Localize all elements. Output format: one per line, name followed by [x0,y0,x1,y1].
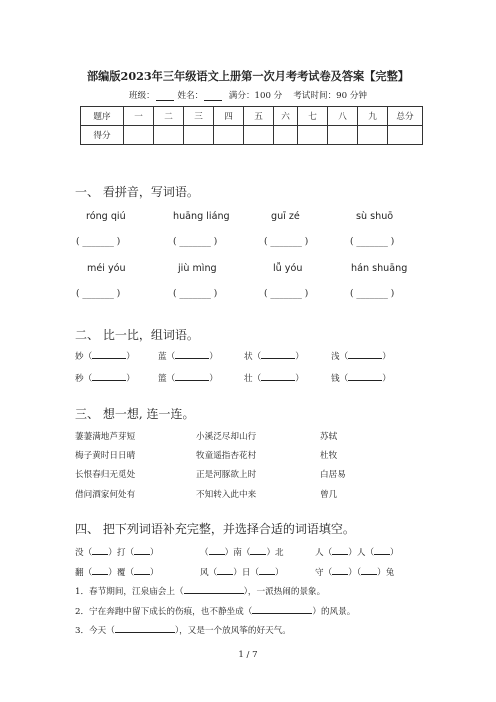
compare-item: 妙（ ） [75,352,135,362]
score-table-score-row [81,126,423,145]
score-table-header-row [81,107,423,126]
score-header-cell: 九 [358,107,388,126]
score-cell[interactable] [124,126,154,145]
score-cell[interactable] [184,126,214,145]
pinyin-item: róng qiú [86,211,126,222]
poet-name[interactable]: 白居易 [320,470,346,480]
poem-line[interactable]: 小溪泛尽却山行 [196,432,257,442]
answer-blank[interactable]: ( _______ ) [76,289,121,299]
name-label: 姓名： [177,91,204,101]
score-header-cell: 四 [214,107,244,126]
pinyin-item: guī zé [271,211,300,222]
compare-item: 篮（ ） [158,374,218,384]
idiom-item: 没（ ）打（ ） [75,548,159,558]
poem-line[interactable]: 正是河豚欲上时 [196,470,257,480]
poet-name[interactable]: 曾几 [320,490,338,500]
answer-blank[interactable]: ( _______ ) [350,237,395,247]
score-cell[interactable] [358,126,388,145]
class-label: 班级： [128,91,155,101]
pinyin-item: huāng liáng [173,211,230,222]
page-number: 1 / 7 [238,650,258,660]
answer-blank[interactable]: ( _______ ) [264,237,309,247]
score-cell[interactable] [154,126,184,145]
poet-name[interactable]: 苏轼 [320,432,338,442]
compare-item: 状（ ） [244,352,304,362]
pinyin-item: méi yóu [87,263,126,274]
score-header-cell: 一 [124,107,154,126]
poem-line[interactable]: 长恨春归无觅处 [75,470,136,480]
score-table [80,106,423,145]
score-cell[interactable] [244,126,274,145]
compare-item: 壮（ ） [244,374,304,384]
score-header-cell: 八 [328,107,358,126]
answer-blank[interactable]: ( _______ ) [76,237,121,247]
student-info-line [0,89,496,101]
compare-item: 钱（ ） [331,374,391,384]
poem-line[interactable]: 梅子黄时日日晴 [75,451,136,461]
fill-in-question: 1．春节期间，江泉庙会上（ ），一派热闹的景象。 [75,587,326,597]
name-blank[interactable] [204,91,222,101]
pinyin-item: lǚ yóu [273,263,303,274]
poem-line[interactable]: 牧童遥指杏花村 [196,451,257,461]
poem-line[interactable]: 不知转入此中来 [196,490,257,500]
compare-item: 秒（ ） [75,374,135,384]
poem-line[interactable]: 萋萋满地芦芽短 [75,432,136,442]
score-header-cell: 三 [184,107,214,126]
fill-blank[interactable] [184,585,244,594]
idiom-item: 翻（ ）覆（ ） [75,568,159,578]
idiom-item: （ ）南（ ）北 [200,548,284,558]
score-header-cell: 五 [244,107,274,126]
score-cell[interactable] [274,126,298,145]
idiom-item: 人（ ）人（ ） [315,548,399,558]
poet-name[interactable]: 杜牧 [320,451,338,461]
class-blank[interactable] [156,91,174,101]
score-cell[interactable] [298,126,328,145]
answer-blank[interactable]: ( _______ ) [350,289,395,299]
fill-blank[interactable] [252,605,312,614]
section-3-title: 三、 想一想, 连一连。 [75,407,195,421]
fill-in-question: 2．宁在奔跑中留下成长的伤痕，也不静坐成（ ）的风景。 [75,607,356,617]
pinyin-item: jiù mìng [178,263,217,274]
score-cell[interactable] [328,126,358,145]
fill-blank[interactable] [115,624,175,633]
pinyin-item: sù shuō [356,211,394,222]
score-header-cell: 二 [154,107,184,126]
section-4-title: 四、 把下列词语补充完整，并选择合适的词语填空。 [75,522,355,536]
compare-item: 浅（ ） [331,352,391,362]
score-row-label: 得分 [81,126,124,145]
document-title: 部编版2023年三年级语文上册第一次月考考试卷及答案【完整】 [86,69,409,83]
answer-blank[interactable]: ( _______ ) [173,289,218,299]
full-score: 满分：100 分 [228,91,283,101]
score-header-cell: 六 [274,107,298,126]
section-2-title: 二、 比一比，组词语。 [75,328,199,342]
exam-time: 考试时间：90 分钟 [293,91,368,101]
answer-blank[interactable]: ( _______ ) [264,289,309,299]
compare-item: 蓝（ ） [158,352,218,362]
idiom-item: 守（ ）（ ）兔 [315,568,395,578]
score-cell[interactable] [388,126,423,145]
score-header-cell: 题序 [81,107,124,126]
idiom-item: 风（ ）日（ ） [200,568,284,578]
poem-line[interactable]: 借问酒家何处有 [75,490,136,500]
score-header-cell: 七 [298,107,328,126]
answer-blank[interactable]: ( _______ ) [173,237,218,247]
score-header-cell: 总分 [388,107,423,126]
fill-in-question: 3．今天（ ），又是一个放风筝的好天气。 [75,626,291,636]
score-cell[interactable] [214,126,244,145]
section-1-title: 一、 看拼音，写词语。 [75,185,199,199]
pinyin-item: hán shuāng [351,263,408,274]
